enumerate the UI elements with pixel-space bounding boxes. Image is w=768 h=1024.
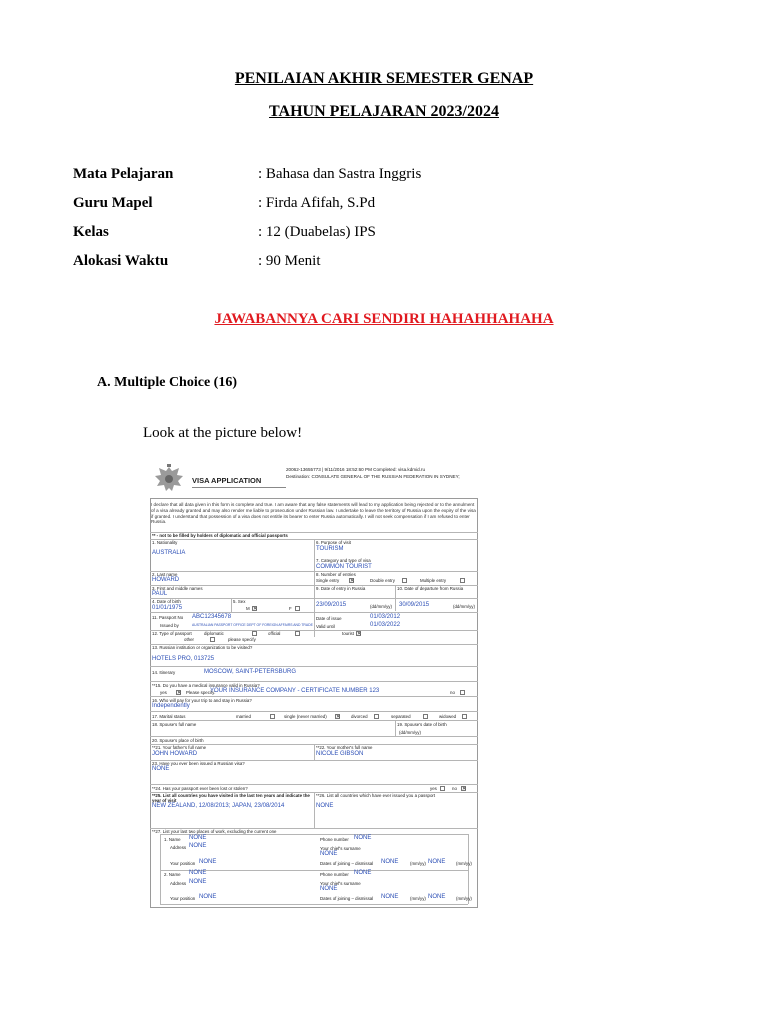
firstname-value: PAUL — [152, 591, 168, 597]
mother-label: **22. Your mother's full name — [316, 745, 373, 750]
departure-date-format: (dd/mm/yy) — [453, 604, 475, 609]
marital-label: 17. Marital status — [152, 714, 186, 719]
declaration-text: I declare that all data given in this form is complete and true. I am aware that any false statements will lead to my application being rejected or to the annulment of a visa already granted and may also render me liable to prosecution under Russian law. I undertake to leave the territory of Russia upon the expiry of the visa if granted. I understand that possession of a visa does not entitle its bearer to enter Russia automatically. I will not seek compensation if I am refused to enter Russia. — [151, 502, 476, 525]
w2-dates-label: Dates of joining – dismissal — [320, 896, 374, 901]
spouse-birthplace-label: 20. Spouse's place of birth — [152, 738, 204, 743]
w2-name-value: NONE — [189, 870, 207, 876]
countries-value: NEW ZEALAND, 12/08/2013; JAPAN, 23/08/2014 — [152, 803, 285, 809]
institution-value: HOTELS PRO, 013725 — [152, 656, 215, 662]
marital-widowed-label: widowed — [439, 714, 457, 719]
form-row — [150, 571, 478, 572]
info-value-class: : 12 (Duabelas) IPS — [258, 224, 376, 240]
column-divider — [395, 720, 396, 736]
visa-meta-line1: 20062-13655773 | 9/11/2016 18:52:60 PM Completed: visa.kdmid.ru — [286, 467, 426, 472]
w1-phone-value: NONE — [354, 835, 372, 841]
w2-phone-value: NONE — [354, 870, 372, 876]
lastname-label: 2. Last name — [152, 572, 178, 577]
entries-single-checkbox: ✕ — [350, 578, 355, 584]
work-block-left — [160, 834, 161, 870]
title-divider — [192, 487, 286, 488]
mother-value: NICOLE GIBSON — [316, 751, 364, 757]
w2-address-value: NONE — [189, 879, 207, 885]
spouse-dob-format: (dd/mm/yy) — [399, 730, 421, 735]
marital-married-label: married — [236, 714, 251, 719]
issued-by-label: Issued by — [160, 623, 179, 628]
info-label-subject: Mata Pelajaran — [73, 166, 174, 182]
w2-join-format: (mm/yy) — [410, 896, 426, 901]
purpose-label: 6. Purpose of visit — [316, 540, 351, 545]
ptype-other-label: other — [184, 637, 195, 642]
exam-year: TAHUN PELAJARAN 2023/2024 — [269, 103, 499, 120]
entry-date-label: 9. Date of entry in Russia — [316, 586, 366, 591]
firstname-label: 3. First and middle names — [152, 586, 203, 591]
w1-address-label: Address — [170, 845, 187, 850]
departure-date-value: 30/09/2015 — [399, 602, 430, 608]
marital-separated-label: separated — [391, 714, 411, 719]
passport-label: 11. Passport No — [152, 615, 184, 620]
dob-value: 01/01/1975 — [152, 605, 183, 611]
ptype-diplomatic-label: diplomatic — [204, 631, 224, 636]
lost-yes-checkbox — [440, 786, 445, 791]
issued-countries-label: **26. List all countries which have ever issued you a passport — [316, 793, 436, 798]
column-divider — [231, 598, 232, 612]
countries-label-text: **25. List all countries you have visited in the last ten years and indicate the year of visit — [152, 793, 310, 803]
w2-dismiss-value: NONE — [428, 894, 446, 900]
sex-label: 5. Sex — [233, 599, 246, 604]
info-value-subject: : Bahasa dan Sastra Inggris — [258, 166, 422, 182]
marital-single-label: single (never married) — [284, 714, 327, 719]
w1-name-value: NONE — [189, 835, 207, 841]
entry-date-format: (dd/mm/yy) — [370, 604, 392, 609]
payer-label: 16. Who will pay for your trip to and stay in Russia? — [152, 698, 252, 703]
eagle-emblem-icon — [152, 464, 186, 496]
valid-until-value: 01/03/2022 — [370, 622, 401, 628]
lost-no-label: no — [452, 786, 457, 791]
visa-title: VISA APPLICATION — [192, 476, 262, 485]
itinerary-value: MOSCOW, SAINT-PETERSBURG — [204, 669, 297, 675]
payer-value: Independently — [152, 703, 190, 709]
prev-visa-value: NONE — [152, 766, 170, 772]
form-row — [150, 711, 478, 712]
lost-yes-label: yes — [430, 786, 437, 791]
countries-label — [152, 793, 310, 803]
ptype-official-label: official — [268, 631, 281, 636]
spouse-name-label: 18. Spouse's full name — [152, 722, 197, 727]
nationality-label: 1. Nationality — [152, 540, 178, 545]
column-divider — [314, 744, 315, 760]
departure-date-label: 10. Date of departure from Russia — [397, 586, 464, 591]
w1-join-value: NONE — [381, 859, 399, 865]
exam-title: PENILAIAN AKHIR SEMESTER GENAP — [234, 70, 534, 87]
insurance-value: YOUR INSURANCE COMPANY - CERTIFICATE NUMBER 123 — [210, 688, 380, 694]
form-row — [150, 598, 478, 599]
info-label-teacher: Guru Mapel — [73, 195, 153, 211]
w2-chief-label: Your chief's surname — [320, 881, 361, 886]
sex-m-checkbox: ✕ — [253, 606, 258, 612]
w1-position-label: Your position — [170, 861, 196, 866]
father-value: JOHN HOWARD — [152, 751, 198, 757]
marital-separated-checkbox — [423, 714, 428, 719]
entries-multiple-label: Multiple entry — [420, 578, 447, 583]
form-row — [150, 612, 478, 613]
info-label-class: Kelas — [73, 224, 109, 240]
category-value: COMMON TOURIST — [316, 564, 372, 570]
valid-until-label: Valid until — [316, 624, 335, 629]
section-heading: A. Multiple Choice (16) — [97, 375, 237, 390]
entries-double-label: Double entry — [370, 578, 395, 583]
marital-married-checkbox — [270, 714, 275, 719]
w2-position-label: Your position — [170, 896, 196, 901]
w1-dismiss-value: NONE — [428, 859, 446, 865]
form-row — [150, 784, 478, 785]
w2-name-label: 2. Name — [164, 872, 181, 877]
work-label: **27. List your last two places of work, excluding the current one — [152, 829, 277, 834]
sex-f-label: F — [289, 606, 292, 611]
entries-label: 8. Number of entries — [316, 572, 356, 577]
w2-phone-label: Phone number — [320, 872, 349, 877]
insurance-no-label: no — [450, 690, 455, 695]
marital-single-checkbox: ✕ — [336, 714, 341, 720]
issued-countries-value: NONE — [316, 803, 334, 809]
entries-multiple-checkbox — [460, 578, 465, 583]
spouse-dob-label: 19. Spouse's date of birth — [397, 722, 447, 727]
purpose-value: TOURISM — [316, 546, 344, 552]
w2-address-label: Address — [170, 881, 187, 886]
w1-address-value: NONE — [189, 843, 207, 849]
insurance-yes-label: yes — [160, 690, 167, 695]
issue-date-value: 01/03/2012 — [370, 614, 401, 620]
w1-chief-label: Your chief's surname — [320, 846, 361, 851]
w1-position-value: NONE — [199, 859, 217, 865]
entry-date-value: 23/09/2015 — [316, 602, 347, 608]
itinerary-label: 14. Itinerary — [152, 670, 176, 675]
w1-dates-label: Dates of joining – dismissal — [320, 861, 374, 866]
instruction-text: Look at the picture below! — [143, 425, 303, 441]
marital-divorced-checkbox — [374, 714, 379, 719]
marital-widowed-checkbox — [462, 714, 467, 719]
form-row — [150, 736, 478, 737]
w1-name-label: 1. Name — [164, 837, 181, 842]
form-row — [150, 630, 478, 631]
red-note: JAWABANNYA CARI SENDIRI HAHAHHAHAHA — [214, 311, 554, 327]
issued-by-value: AUSTRALIAN PASSPORT OFFICE DEPT OF FOREIGN AFFAIRS AND TRADE — [192, 623, 313, 627]
prev-visa-label: 23. Have you ever been issued a Russian visa? — [152, 761, 245, 766]
visa-header — [148, 460, 480, 500]
marital-divorced-label: divorced — [351, 714, 368, 719]
w1-chief-value: NONE — [320, 851, 338, 857]
insurance-no-checkbox — [460, 690, 465, 695]
institution-label: 13. Russian institution or organization to be visited? — [152, 645, 253, 650]
issue-date-label: Date of issue — [316, 616, 342, 621]
dob-label: 4. Date of birth — [152, 599, 181, 604]
lost-no-checkbox: ✕ — [462, 786, 467, 792]
nationality-value: AUSTRALIA — [152, 550, 186, 556]
w2-position-value: NONE — [199, 894, 217, 900]
w1-join-format: (mm/yy) — [410, 861, 426, 866]
work-block-left — [160, 870, 161, 904]
w1-phone-label: Phone number — [320, 837, 349, 842]
visa-application-image — [148, 460, 480, 910]
work-block-bottom — [160, 904, 468, 905]
sex-f-checkbox — [295, 606, 300, 611]
category-label: 7. Category and type of visa — [316, 558, 371, 563]
info-label-time: Alokasi Waktu — [73, 253, 169, 269]
column-divider — [314, 792, 315, 828]
ptype-other-checkbox — [210, 637, 215, 642]
insurance-yes-checkbox: ✕ — [177, 690, 182, 696]
ptype-specify-label: please specify — [228, 637, 256, 642]
sex-m-label: M — [246, 606, 250, 611]
father-label: **21. Your father's full name — [152, 745, 207, 750]
ptype-official-checkbox — [295, 631, 300, 636]
info-value-teacher: : Firda Afifah, S.Pd — [258, 195, 376, 211]
w1-dismiss-format: (mm/yy) — [456, 861, 472, 866]
visa-meta — [286, 466, 460, 480]
form-row — [150, 696, 478, 697]
ptype-diplomatic-checkbox — [252, 631, 257, 636]
diplomatic-note: ** - not to be filled by holders of diplomatic and official passports — [152, 533, 288, 538]
passport-type-label: 12. Type of passport — [152, 631, 192, 636]
form-row — [150, 681, 478, 682]
passport-value: ABC12345678 — [192, 614, 232, 620]
insurance-specify-label: Please specify: — [186, 690, 216, 695]
form-row — [150, 720, 478, 721]
entries-single-label: Single entry — [316, 578, 340, 583]
insurance-label: **15. Do you have a medical insurance valid in Russia? — [152, 683, 260, 688]
lastname-value: HOWARD — [152, 577, 180, 583]
info-value-time: : 90 Menit — [258, 253, 321, 269]
lost-passport-label: **24. Has your passport ever been lost or stolen? — [152, 786, 248, 791]
w2-chief-value: NONE — [320, 886, 338, 892]
form-row — [150, 666, 478, 667]
ptype-tourist-label: tourist — [342, 631, 354, 636]
w2-join-value: NONE — [381, 894, 399, 900]
entries-double-checkbox — [402, 578, 407, 583]
w2-dismiss-format: (mm/yy) — [456, 896, 472, 901]
column-divider — [314, 539, 315, 637]
visa-meta-line2: Destination: CONSULATE GENERAL OF THE RUSSIAN FEDERATION IN SYDNEY; — [286, 474, 460, 479]
ptype-tourist-checkbox: ✕ — [357, 631, 362, 637]
